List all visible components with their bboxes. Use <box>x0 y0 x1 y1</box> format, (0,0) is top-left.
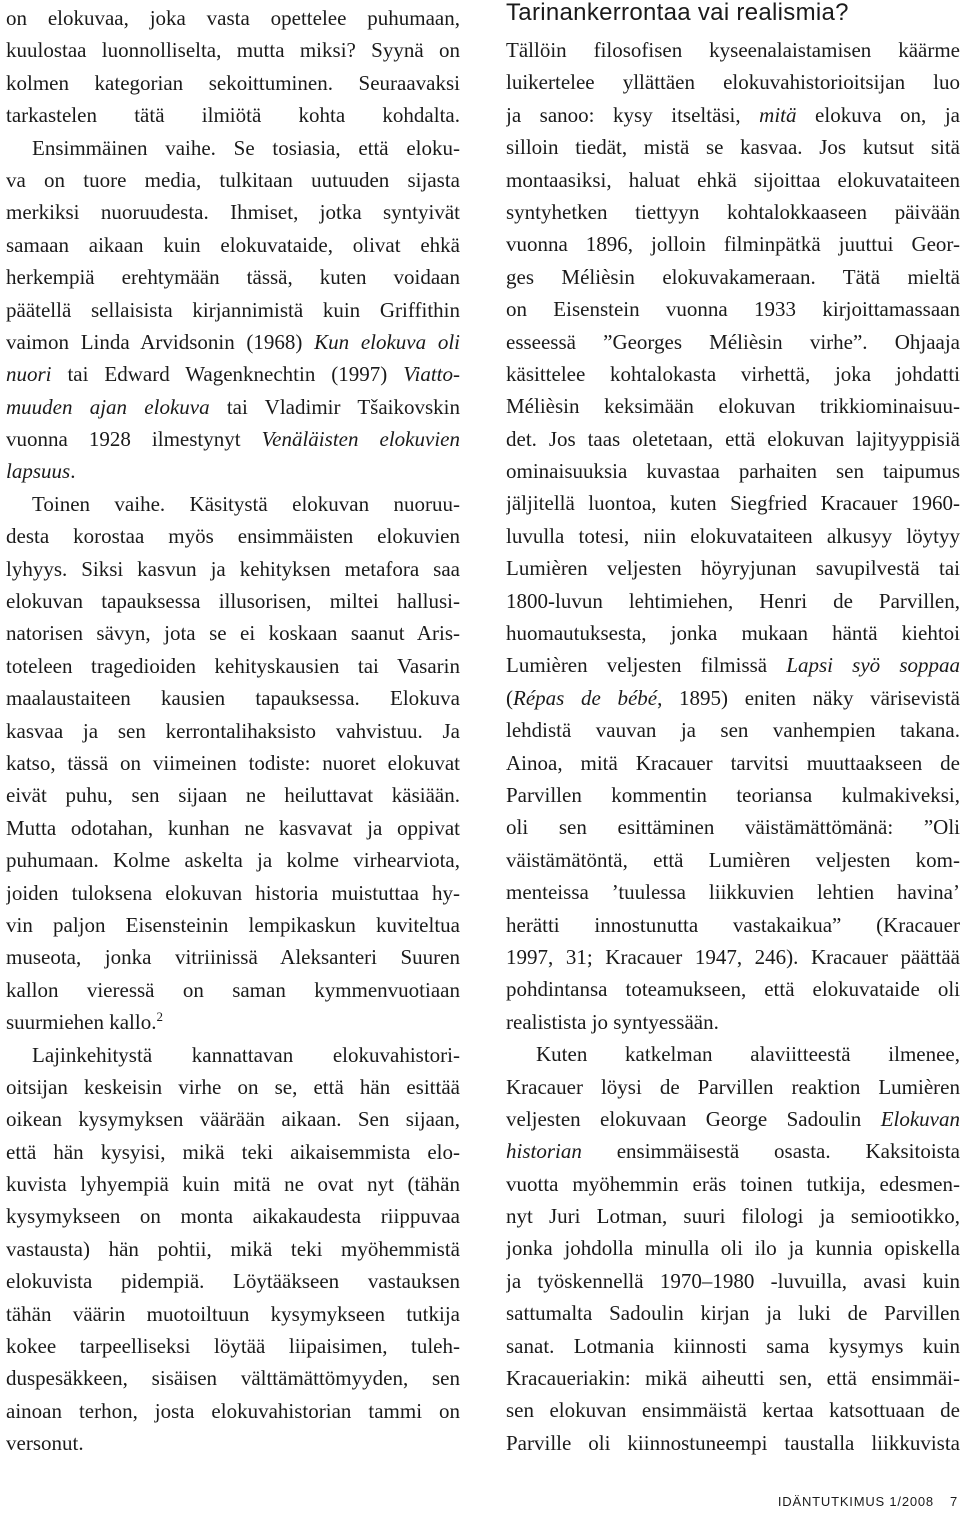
text-run: elokuva on, ja <box>796 102 960 127</box>
text-line: Ainoa, mitä Kracauer tarvitsi muuttaakseen de <box>506 750 960 775</box>
text-line: Toinen vaihe. Käsitystä elokuvan nuoruu- <box>32 491 460 516</box>
text-line: vin paljon Eisensteinin lempikaskun kuviteltua <box>6 912 460 937</box>
text-line: kolmen kategorian sekoittuminen. Seuraavaksi <box>6 70 460 95</box>
text-line <box>506 1135 960 1167</box>
text-run: Lumièren veljesten filmissä <box>506 653 787 678</box>
text-line: ja työskennellä 1970–1980 -luvuilla, avasi kuin <box>506 1268 960 1293</box>
text-line: maalaustaiteen kausien tapauksessa. Elokuva <box>6 686 460 711</box>
text-line: sen elokuvan ensimmäistä kertaa katsottuaan de <box>506 1398 960 1423</box>
text-line <box>506 99 960 131</box>
text-line: käsittelee kohtalokasta virhettä, joka johdatti <box>506 361 960 386</box>
text-line: Ensimmäinen vaihe. Se tosiasia, että eloku- <box>32 135 460 160</box>
text-line: esseessä ”Georges Mélièsin virhe”. Ohjaaja <box>506 329 960 354</box>
text-line: duspesäkkeen, sisäisen välttämättömyyden, sen <box>6 1366 460 1391</box>
text-line: Kuten katkelman alaviitteestä ilmenee, <box>536 1042 960 1067</box>
text-line: toteleen tragedioiden kehityskausien tai Vasarin <box>6 653 460 678</box>
text-line: Tällöin filosofisen kyseenalaistamisen käärme <box>506 38 960 62</box>
text-run: veljesten elokuvaan George Sadoulin <box>506 1106 881 1131</box>
text-line: sattumalta Sadoulin kirjan ja luki de Parvillen <box>506 1301 960 1326</box>
text-line: sanat. Lotmania kiinnosti sama kysymys kuin <box>506 1333 960 1358</box>
text-line: 1800-luvun lehtimiehen, Henri de Parvillen, <box>506 588 960 613</box>
text-line: museota, jonka vitriinissä Aleksanteri Suuren <box>6 945 460 970</box>
italic-title: Lapsi syö soppaa <box>786 653 960 678</box>
text-line: ainoan terhon, josta elokuvahistorian tammi on <box>6 1398 460 1423</box>
text-line: det. Jos taas oletetaan, että elokuvan lajityyppisiä <box>506 426 960 451</box>
text-line <box>506 682 960 714</box>
italic-title: Elokuvan <box>880 1106 960 1131</box>
text-run: vaimon Linda Arvidsonin (1968) <box>6 329 315 354</box>
text-line: Kracaueriakin: mikä aiheutti sen, että ensimmäi- <box>506 1366 960 1391</box>
text-line: luikertelee yllättäen elokuvahistorioitsijan luo <box>506 70 960 95</box>
text-run: . <box>70 459 76 484</box>
text-run: ja sanoo: kysy itseltäsi, <box>506 102 760 127</box>
text-line: Parville oli kiinnostuneempi taustalla liikkuvista <box>506 1430 960 1455</box>
text-line: katso, tässä on viimeinen todiste: nuoret elokuvat <box>6 750 460 775</box>
text-line: pohdintansa toteamukseen, että elokuvataide oli <box>506 977 960 1002</box>
text-run: tai Vladimir Tšaikovskin <box>209 394 460 419</box>
text-line: ominaisuuksia kuvastaa parhaiten sen taipumus <box>506 459 960 484</box>
text-line: on elokuvaa, joka vasta opettelee puhumaan, <box>6 6 460 30</box>
text-line: vastausta) hän pohtii, mikä teki myöhemmistä <box>6 1236 460 1261</box>
text-line: herätti innostunutta vastakaikua” (Kracauer <box>506 912 960 937</box>
italic-title: mitä <box>759 102 797 127</box>
text-run: tai Edward Wagenknechtin (1997) <box>51 362 404 387</box>
text-line: elokuvista pidempiä. Löytääkseen vastauksen <box>6 1269 460 1294</box>
italic-title: historian <box>506 1139 582 1164</box>
text-line: huomautuksesta, jonka mukaan häntä kiehtoi <box>506 621 960 646</box>
text-line: Lajinkehitystä kannattavan elokuvahistori- <box>32 1042 460 1067</box>
text-run: suurmiehen kallo. <box>6 1010 157 1035</box>
text-line: luvulla totesi, niin elokuvataiteen alkusyy löytyy <box>506 523 960 548</box>
text-line: vuotta myöhemmin eräs toinen tutkija, edesmen- <box>506 1171 960 1196</box>
text-line: oitsijan keskeisin virhe on se, että hän esittää <box>6 1074 460 1099</box>
text-line: desta korostaa myös ensimmäisten elokuvien <box>6 524 460 549</box>
text-line <box>6 423 460 455</box>
text-run: vuonna 1928 ilmestynyt <box>6 427 262 452</box>
text-line: oikean kysymyksen väärään aikaan. Sen sijaan, <box>6 1107 460 1132</box>
text-line: väistämätöntä, että Lumièren veljesten kom- <box>506 847 960 872</box>
text-line: Lumièren veljesten höyryjunan savupilvestä tai <box>506 556 960 581</box>
text-line: samaan aikaan kuin elokuvataide, olivat ehkä <box>6 232 460 257</box>
text-line <box>506 649 960 681</box>
text-line: ges Mélièsin elokuvakameraan. Tätä mieltä <box>506 264 960 289</box>
page-number: 7 <box>949 1494 958 1509</box>
italic-title: Viatto- <box>403 362 460 387</box>
text-line: jonka johdolla minulla oli ilo ja kunnia opiskella <box>506 1236 960 1261</box>
text-line: kuulostaa luonnolliselta, mutta miksi? Syynä on <box>6 38 460 63</box>
italic-title: muuden ajan elokuva <box>6 394 210 419</box>
italic-title: lapsuus <box>6 459 71 484</box>
text-line: oli sen esittäminen väistämättömänä: ”Oli <box>506 815 960 840</box>
footnote-ref: 2 <box>156 1009 163 1025</box>
text-line: Parvillen kommentin teoriansa kulmakiveksi, <box>506 782 960 807</box>
text-line: Mutta odotahan, kunhan ne kasvavat ja oppivat <box>6 815 460 840</box>
text-line: syntyhetken tiettyyn kohtalokkaaseen päivään <box>506 199 960 224</box>
text-line: eivät puhu, sen sijaan ne heiluttavat käsiään. <box>6 783 460 808</box>
text-line: versonut. <box>6 1431 84 1456</box>
italic-title: Venäläisten elokuvien <box>261 427 460 452</box>
text-line: lyhyys. Siksi kasvun ja kehityksen metafora saa <box>6 556 460 581</box>
section-heading: Tarinankerrontaa vai realismia? <box>506 0 849 26</box>
text-line: että hän kysyisi, mikä teki aikaisemmista elo- <box>6 1139 460 1164</box>
text-line: vuonna 1896, jolloin filminpätkä juuttui Geor- <box>506 232 960 257</box>
text-line <box>6 326 460 358</box>
text-line <box>6 1006 460 1038</box>
text-line: joiden tuloksena elokuvan historia muistuttaa hy- <box>6 880 460 905</box>
text-line: jäljitellä luontoa, kuten Siegfried Kracauer 1960- <box>506 491 960 516</box>
text-line: tarkastelen tätä ilmiötä kohta kohdalta. <box>6 103 460 128</box>
text-line: merkiksi nuoruudesta. Ihmiset, jotka syntyivät <box>6 200 460 225</box>
text-line: puhumaan. Kolme askelta ja kolme virhearviota, <box>6 848 460 873</box>
text-line: montaasiksi, haluat ehkä sijoittaa elokuvataiteen <box>506 167 960 192</box>
left-column <box>6 2 460 1460</box>
page-footer <box>720 1494 958 1509</box>
text-line: päätellä sellaisista kirjannimistä kuin Griffithin <box>6 297 460 322</box>
italic-title: nuori <box>6 362 52 387</box>
text-line: kysymykseen on monta aikakaudesta riippuvaa <box>6 1204 460 1229</box>
text-line <box>6 391 460 423</box>
text-line: realistista jo syntyessään. <box>506 1009 719 1034</box>
text-line: kuvista lyhyempiä kuin mitä ne ovat nyt (tähän <box>6 1172 460 1197</box>
text-line: Kracauer löysi de Parvillen reaktion Lumièren <box>506 1074 960 1099</box>
text-line <box>506 1103 960 1135</box>
text-line: Mélièsin keksimään elokuvan trikkiominaisuu- <box>506 394 960 419</box>
text-line: nyt Juri Lotman, suuri filologi ja semiootikko, <box>506 1204 960 1229</box>
text-line: menteissa ’tuulessa liikkuvien lehtien havina’ <box>506 880 960 905</box>
journal-name: IDÄNTUTKIMUS 1/2008 <box>777 1494 934 1509</box>
text-line: on Eisenstein vuonna 1933 kirjoittamassaan <box>506 297 960 322</box>
text-run: ( <box>506 685 513 710</box>
italic-title: Kun elokuva oli <box>314 329 460 354</box>
text-line: silloin tiedät, mistä se kasvaa. Jos kutsut sitä <box>506 135 960 160</box>
italic-title: Répas de bébé <box>513 685 658 710</box>
text-line: kallon vieressä on saman kymmenvuotiaan <box>6 977 460 1002</box>
text-line: lehdistä vauvan ja sen vanhempien takana. <box>506 718 960 743</box>
text-line: elokuvan tapauksessa illusorisen, miltei hallusi- <box>6 589 460 614</box>
text-line: herkempiä erehtymään tässä, kuten voidaan <box>6 265 460 290</box>
text-line <box>6 358 460 390</box>
text-line: natorisen sävyn, jota se ei koskaan saanut Aris- <box>6 621 460 646</box>
text-line: kasvaa ja sen kerrontalihaksisto vahvistuu. Ja <box>6 718 460 743</box>
text-line: tähän väärin muotoiltuun kysymykseen tutkija <box>6 1301 460 1326</box>
text-line: kokee tarpeelliseksi löytää liipaisimen, tuleh- <box>6 1334 460 1359</box>
text-line: 1997, 31; Kracauer 1947, 246). Kracauer päättää <box>506 944 960 969</box>
text-run: , 1895) eniten näky värisevistä <box>657 685 960 710</box>
text-run: ensimmäisestä osasta. Kaksitoista <box>581 1139 960 1164</box>
right-column <box>506 34 960 1459</box>
text-line <box>6 455 460 487</box>
text-line: va on tuore media, tulkitaan uutuuden sijasta <box>6 167 460 192</box>
